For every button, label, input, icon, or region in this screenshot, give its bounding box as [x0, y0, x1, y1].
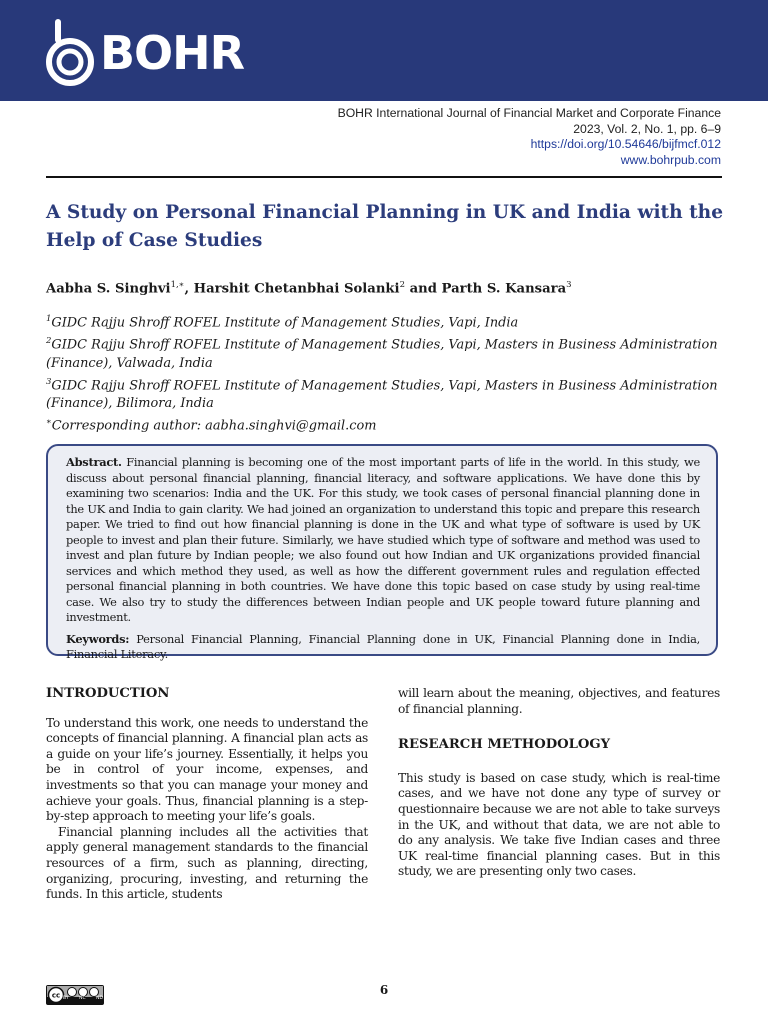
license-nc-label: NC: [79, 996, 86, 1001]
journal-info: [338, 106, 721, 168]
header-banner: [0, 0, 768, 101]
page-number: 6: [379, 983, 389, 997]
corresponding-author: [46, 413, 736, 435]
affiliation-line: [46, 310, 736, 332]
introduction-continuation: will learn about the meaning, objectives, and features of financial planning.: [398, 686, 720, 716]
author-separator: ,: [184, 281, 194, 297]
svg-text:cc: cc: [51, 991, 61, 1000]
abstract-text: Financial planning is becoming one of the most important parts of life in the world. In this study, we discuss about personal financial planning, financial literacy, and software applications. We have done this by examining two scenarios: India and the UK. For this study, we took cases of personal financial planning done in the UK and India to gain clarity. We had joined an organization to understand this topic and prepare this research paper. We tried to find out how financial planning is done in the UK and what type of software is used by UK people to invest and plan their future. Similarly, we have studied which type of software and method was used to invest and plan future by Indian people; we also found out how Indian and UK organizations provided financial services and which method they used, as well as how the different government rules and regulation effected personal financial planning in both countries. We have done this topic based on case study by using real-time case. We also try to study the differences between Indian people and UK people toward future planning and investment.: [66, 455, 700, 624]
keywords-text: Personal Financial Planning, Financial Planning done in UK, Financial Planning done in India, Financial Literacy.: [66, 631, 700, 661]
author-list: [46, 280, 572, 296]
article-title: A Study on Personal Financial Planning in UK and India with the Help of Case Studies: [46, 202, 724, 251]
bohr-logo-icon: [44, 18, 96, 88]
affiliation-sup: 3: [46, 376, 52, 387]
affiliation-text: GIDC Rajju Shroff ROFEL Institute of Management Studies, Vapi, India: [51, 315, 519, 331]
left-column: [46, 686, 368, 903]
affiliation-line: [46, 332, 736, 354]
methodology-paragraph: This study is based on case study, which is real-time cases, and we have not done any type of survey or questionnaire because we are not able to take surveys in the UK, and without that data, we are not able to do any analysis. We take five Indian cases and three UK real-time financial planning cases. But in this study, we are presenting only two cases.: [398, 770, 720, 879]
affiliation-sup: 2: [46, 336, 52, 347]
methodology-heading: RESEARCH METHODOLOGY: [398, 737, 611, 753]
affiliations: [46, 310, 736, 435]
author-sup: 1,∗: [170, 280, 185, 290]
author-separator: and: [404, 281, 442, 297]
keywords-paragraph: [66, 632, 700, 663]
citation: 2023, Vol. 2, No. 1, pp. 6–9: [573, 121, 721, 136]
website-link[interactable]: www.bohrpub.com: [620, 152, 721, 167]
author-name: Aabha S. Singhvi: [46, 281, 171, 297]
keywords-label: Keywords:: [66, 631, 130, 646]
author-sup: 2: [399, 280, 405, 290]
introduction-paragraph: To understand this work, one needs to understand the concepts of financial planning. A financial plan acts as a guide on your life’s journey. Essentially, it helps you be in control of your income, expenses, and investments so that you can manage your money and achieve your goals. Thus, financial planning is a step-by-step approach to meeting your life’s goals.: [46, 715, 368, 824]
right-column: [398, 686, 720, 880]
journal-name: BOHR International Journal of Financial Market and Corporate Finance: [337, 106, 721, 120]
introduction-paragraph: Financial planning includes all the activities that apply general management standards to the financial resources of a firm, such as planning, directing, organizing, procuring, investing, and returning the funds. In this article, students: [46, 824, 368, 902]
abstract-paragraph: [66, 455, 700, 626]
license-by-label: BY: [63, 996, 69, 1001]
author-name: Parth S. Kansara: [441, 281, 567, 297]
corresponding-sup: ∗: [46, 416, 52, 427]
abstract-box: [46, 444, 718, 661]
header-divider: [46, 176, 722, 178]
affiliation-line: [46, 373, 736, 395]
affiliation-line: (Finance), Valwada, India: [46, 355, 213, 371]
license-nd-label: ND: [96, 996, 103, 1001]
affiliation-sup: 1: [46, 314, 52, 324]
introduction-heading: INTRODUCTION: [46, 686, 170, 701]
brand-name: BOHR: [100, 26, 245, 80]
affiliation-line: (Finance), Bilimora, India: [46, 395, 214, 411]
bohr-logo[interactable]: [44, 18, 244, 88]
corresponding-text: Corresponding author: aabha.singhvi@gmail.com: [51, 418, 377, 434]
abstract-label: Abstract.: [66, 455, 122, 469]
author-sup: 3: [566, 280, 572, 290]
affiliation-text: GIDC Rajju Shroff ROFEL Institute of Management Studies, Vapi, Masters in Business Administration: [51, 337, 718, 353]
author-name: Harshit Chetanbhai Solanki: [193, 281, 400, 297]
affiliation-text: GIDC Rajju Shroff ROFEL Institute of Management Studies, Vapi, Masters in Business Administration: [51, 377, 718, 393]
doi-link[interactable]: https://doi.org/10.54646/bijfmcf.012: [530, 137, 721, 152]
